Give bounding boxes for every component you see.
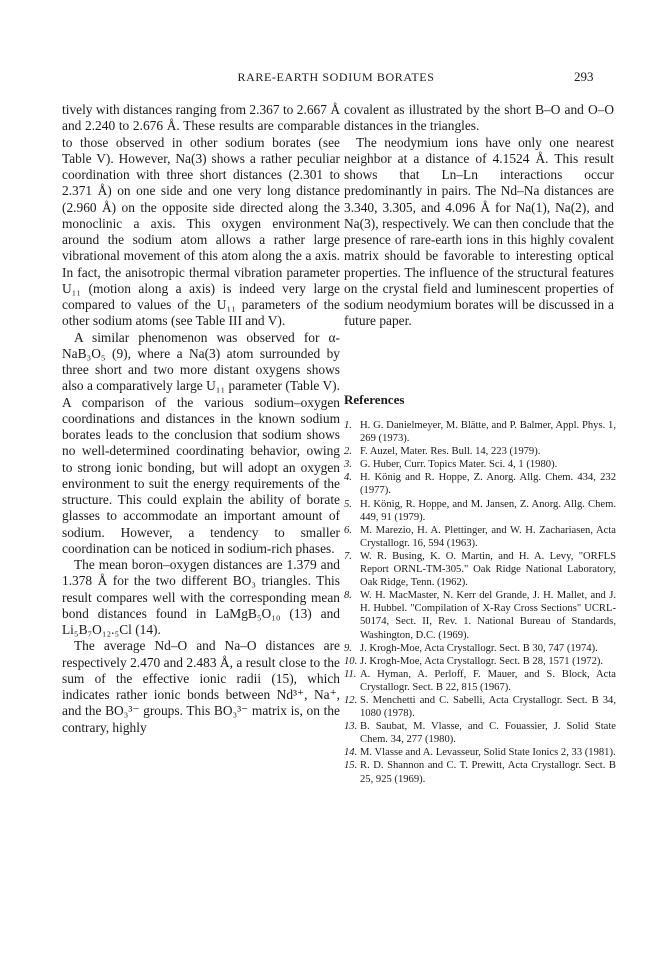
running-title: RARE-EARTH SODIUM BORATES	[237, 70, 435, 84]
reference-text: W. R. Busing, K. O. Martin, and H. A. Levy, "ORFLS Report ORNL-TM-305." Oak Ridge National Laboratory, Oak Ridge, Tenn. (1962).	[360, 550, 616, 589]
reference-item	[344, 668, 616, 694]
reference-item	[344, 655, 616, 668]
reference-text: G. Huber, Curr. Topics Mater. Sci. 4, 1 (1980).	[360, 459, 558, 471]
reference-text: B. Saubat, M. Vlasse, and C. Fouassier, J. Solid State Chem. 34, 277 (1980).	[360, 721, 616, 746]
reference-number: 7.	[344, 550, 352, 562]
reference-text: M. Vlasse and A. Levasseur, Solid State Ionics 2, 33 (1981).	[360, 747, 616, 759]
reference-text: A. Hyman, A. Perloff, F. Mauer, and S. Block, Acta Crystallogr. Sect. B 22, 815 (1967).	[360, 668, 616, 693]
paragraph: The neodymium ions have only one nearest neighbor at a distance of 4.1524 Å. This result shows that Ln–Ln interactions occur predominantly in pairs. The Nd–Na distances are 3.340, 3.305, and 4.096 Å for Na(1), Na(2), and Na(3), respectively. We can then conclude that the presence of rare-earth ions in this highly covalent matrix should be favorable to interesting optical properties. The influence of the structural features on the crystal field and luminescent properties of sodium neodymium borates will be discussed in a future paper.	[344, 134, 614, 329]
reference-list	[344, 419, 616, 786]
reference-number: 8.	[344, 590, 352, 602]
reference-item	[344, 458, 616, 471]
reference-item	[344, 498, 616, 524]
reference-number: 11.	[344, 668, 357, 680]
reference-number: 10.	[344, 655, 358, 667]
reference-item	[344, 550, 616, 589]
reference-text: S. Menchetti and C. Sabelli, Acta Crystallogr. Sect. B 34, 1080 (1978).	[360, 694, 616, 720]
reference-text: H. G. Danielmeyer, M. Blätte, and P. Balmer, Appl. Phys. 1, 269 (1973).	[360, 420, 616, 445]
reference-number: 6.	[344, 524, 352, 536]
reference-number: 3.	[344, 459, 352, 471]
reference-number: 14.	[344, 747, 358, 759]
reference-text: H. König, R. Hoppe, and M. Jansen, Z. Anorg. Allg. Chem. 449, 91 (1979).	[360, 498, 616, 523]
reference-text: J. Krogh-Moe, Acta Crystallogr. Sect. B 28, 1571 (1972).	[360, 655, 604, 667]
reference-item	[344, 720, 616, 746]
reference-number: 4.	[344, 472, 352, 484]
left-column	[62, 102, 340, 736]
reference-item	[344, 642, 616, 655]
reference-number: 15.	[344, 760, 358, 772]
reference-item	[344, 419, 616, 445]
reference-item	[344, 759, 616, 785]
reference-item	[344, 746, 616, 759]
reference-number: 9.	[344, 642, 352, 654]
reference-text: W. H. MacMaster, N. Kerr del Grande, J. H. Mallet, and J. H. Hubbel. "Compilation of X-Ray Cross Sections" UCRL-50174, Sect. II, Rev. 1. National Bureau of Standards, Washington, D.C. (1969).	[360, 590, 616, 641]
reference-item	[344, 471, 616, 497]
reference-number: 5.	[344, 498, 352, 510]
page-number: 293	[574, 69, 594, 84]
reference-text: H. König and R. Hoppe, Z. Anorg. Allg. Chem. 434, 232 (1977).	[360, 472, 616, 497]
reference-text: J. Krogh-Moe, Acta Crystallogr. Sect. B 30, 747 (1974).	[360, 642, 598, 654]
paragraph: The mean boron–oxygen distances are 1.379 and 1.378 Å for the two different BO₃ triangles. This result compares well with the corresponding mean bond distances found in LaMgB₅O₁₀ (13) and Li₅B₇O₁₂.₅Cl (14).	[62, 557, 340, 637]
reference-item	[344, 445, 616, 458]
paragraph: covalent as illustrated by the short B–O and O–O distances in the triangles.	[344, 102, 614, 134]
reference-text: M. Marezio, H. A. Plettinger, and W. H. Zachariasen, Acta Crystallogr. 16, 594 (1963).	[360, 524, 616, 549]
paragraph: A similar phenomenon was observed for α-NaB₃O₅ (9), where a Na(3) atom surrounded by three short and two more distant oxygens shows also a comparatively large U₁₁ parameter (Table V). A comparison of the various sodium–oxygen coordinations and distances in the known sodium borates leads to the conclusion that sodium shows no well-determined coordinating behavior, owing to strong ionic bonding, but will adopt an oxygen environment to suit the energy requirements of the structure. This could explain the ability of borate glasses to accommodate an important amount of sodium. However, a tendency to smaller coordination can be noticed in sodium-rich phases.	[62, 329, 340, 556]
paragraph: The average Nd–O and Na–O distances are respectively 2.470 and 2.483 Å, a result close to the sum of the effective ionic radii (15), which indicates rather ionic bonds between Nd³⁺, Na⁺, and the BO₃³⁻ groups. This BO₃³⁻ matrix is, on the contrary, highly	[62, 638, 340, 735]
right-column	[344, 102, 614, 330]
reference-text: R. D. Shannon and C. T. Prewitt, Acta Crystallogr. Sect. B 25, 925 (1969).	[360, 760, 616, 785]
reference-item	[344, 694, 616, 720]
reference-text: F. Auzel, Mater. Res. Bull. 14, 223 (1979).	[360, 446, 541, 458]
reference-number: 2.	[344, 446, 352, 458]
reference-number: 12.	[344, 694, 358, 706]
references-heading: References	[344, 392, 405, 407]
reference-item	[344, 524, 616, 550]
reference-number: 13.	[344, 721, 358, 733]
reference-item	[344, 589, 616, 641]
paragraph: tively with distances ranging from 2.367 to 2.667 Å and 2.240 to 2.676 Å. These results are comparable to those observed in other sodium borates (see Table V). However, Na(3) shows a rather peculiar coordination with three short distances (2.301 to 2.371 Å) on one side and one very long distance (2.960 Å) on the opposite side directed along the monoclinic a axis. This oxygen environment around the sodium atom allows a rather large vibrational movement of this atom along the a axis. In fact, the anisotropic thermal vibration parameter U₁₁ (motion along a axis) is indeed very large compared to values of the U₁₁ parameters of the other sodium atoms (see Table III and V).	[62, 102, 340, 329]
reference-number: 1.	[344, 420, 352, 431]
